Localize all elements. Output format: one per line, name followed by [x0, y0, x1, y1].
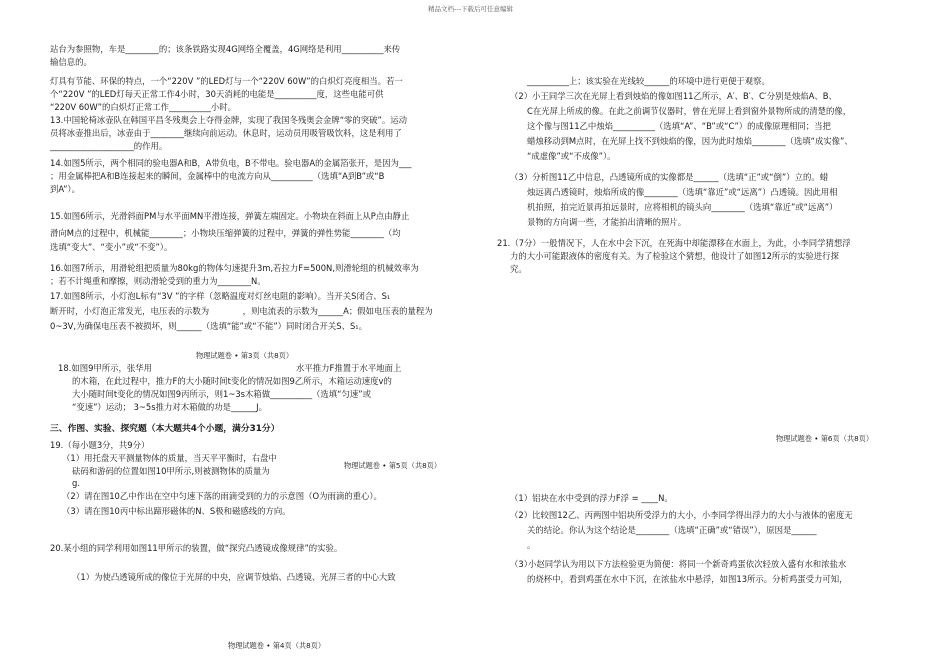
text-line: 15.如图6所示，光滑斜面PM与水平面MN平滑连接，弹簧左端固定。小物块在斜面上从P点由静止	[50, 211, 410, 221]
text-line: 滑向M点的过程中，机械能________；小物块压缩弹簧的过程中，弹簧的弹性势能________（均	[50, 228, 401, 238]
text-line: 的烧杯中，看到鸡蛋在水中下沉，在浓盐水中悬浮，如图13所示。分析鸡蛋受力可知，	[527, 574, 848, 584]
text-line: “220V 60W”的白炽灯正常工作__________小时。	[50, 102, 236, 112]
text-line: 关的结论。你认为这个结论是________（选填“正确”或“错误”），原因是______	[527, 525, 817, 535]
text-line: （2）请在图10乙中作出在空中匀速下落的雨滴受到的力的示意图（O为雨滴的重心）。	[62, 491, 382, 501]
text-line: 力的大小可能跟液体的密度有关。为了检验这个猜想，他设计了如图12所示的实验进行探	[510, 251, 839, 261]
text-line: 选填“变大”、“变小”或“不变”）。	[50, 242, 173, 252]
text-line: 小赵同学认为用以下方法检验更为简便：将同一个新奇鸡蛋依次轻放入盛有水和浓盐水	[528, 559, 847, 569]
text-line: 灯具有节能、环保的特点，一个“220V ”的LED灯与一个“220V 60W”的白炽灯亮度相当。若一	[50, 76, 403, 86]
text-line: （2）小王同学三次在光屏上看到烛焰的像如图11乙所示，A′、B′、C′分别是烛焰A、B、	[510, 91, 837, 101]
text-line: 16.如图7所示，用滑轮组把质量为80kg的物体匀速提升3m,若拉力F=500N,则滑轮组的机械效率为	[50, 263, 419, 273]
text-line: 断开时，小灯泡正常发光，电压表的示数为 ，则电流表的示数为______A；假如电压表的量程为	[50, 306, 433, 316]
q18-line-b: 水平推力F推置于水平地面上	[296, 363, 402, 373]
text-line: 的木箱，在此过程中，推力F的大小随时间t变化的情况如图9乙所示，木箱运动速度v的	[72, 376, 392, 386]
text-line: （1）用托盘天平测量物体的质量，当天平平衡时，右盘中	[62, 453, 277, 463]
section-heading: 三、作图、实验、探究题（本大题共4个小题，满分31分）	[50, 424, 280, 434]
text-line: 究。	[510, 264, 527, 274]
text-line: （1）铝块在水中受到的浮力F浮 = ____N。	[510, 493, 673, 503]
text-line: 21.（7分）一般情况下，人在水中会下沉，在死海中却能漂移在水面上，为此，小李同学猜想浮	[497, 238, 851, 248]
text-line: 到A”）。	[50, 184, 80, 194]
text-line: （1）为使凸透镜所成的像位于光屏的中央，应调节烛焰、凸透镜、光屏三者的中心大致	[72, 572, 396, 582]
text-line: 个“220V ”的LED灯每天正常工作4小时，30天消耗的电能是__________度，这些电能可供	[50, 89, 384, 99]
text-line: 14.如图5所示，两个相同的验电器A和B，A带负电，B不带电。验电器A的金属箔张开，是因为___	[50, 158, 412, 168]
text-line: 这个像与图11乙中烛焰__________（选填“A”、“B”或“C”）的成像原理相同；当把	[527, 121, 831, 131]
q18-line-a: 18.如图9甲所示，张华用	[58, 363, 153, 373]
text-line: 大小随时间t变化的情况如图9丙所示，则1~3s木箱做__________（选填“匀速”或	[72, 389, 371, 399]
text-line: 蜡烛移动到M点时，在光屏上找不到烛焰的像，因为此时烛焰________（选填“成实像”、	[527, 136, 853, 146]
page-footer: 物理试题卷 • 第3页（共8页）	[196, 351, 294, 360]
text-line: __________上；该实验在光线较______的环境中进行更便于观察。	[527, 76, 770, 86]
text-line: 13.中国轮椅冰壶队在韩国平昌冬残奥会上夺得金牌，实现了我国冬残奥会金牌“零的突破”。运动	[50, 115, 407, 125]
q21-part3-label: （3）	[510, 559, 533, 569]
text-line: ；用金属棒把A和B连接起来的瞬间，金属棒中的电流方向从__________（选填“A到B”或“B	[50, 171, 385, 181]
page-header: 精品文档---下载后可任意编辑	[428, 5, 514, 13]
text-line: （3）请在图10丙中标出蹄形磁体的N、S极和磁感线的方向。	[62, 506, 291, 516]
text-line: 景物的方向调一些，才能拍出清晰的照片。	[527, 217, 687, 227]
text-line: （2）比较图12乙、丙两图中铝块所受浮力的大小，小李同学得出浮力的大小与液体的密度无	[510, 510, 853, 520]
page-footer: 物理试题卷 • 第5页（共8页）	[344, 461, 442, 470]
text-line: （3）分析图11乙中信息，凸透镜所成的实像都是______（选填“正”或“倒”）立的。蜡	[510, 172, 829, 182]
text-line: ____________________的作用。	[50, 141, 168, 151]
page-footer: 物理试题卷 • 第6页（共8页）	[776, 434, 874, 443]
text-line: g.	[72, 478, 80, 488]
page-footer: 物理试题卷 • 第4页（共8页）	[228, 641, 326, 650]
text-line: C在光屏上所成的像。在此之前调节仪器时，曾在光屏上看到窗外景物所成的清楚的像，	[527, 106, 852, 116]
text-line: “成虚像”或“不成像”）。	[527, 151, 616, 161]
text-line: 站台为参照物，车是________的；该条铁路实现4G网络全覆盖，4G网络是利用__________来传	[50, 44, 401, 54]
text-line: “变速”）运动； 3~5s推力对木箱做的功是______J。	[72, 402, 267, 412]
text-line: 烛远离凸透镜时，烛焰所成的像________（选填“靠近”或“远离”）凸透镜。因此用相	[527, 187, 838, 197]
text-line: ；若不计绳重和摩擦，则动滑轮受到的重力为________N。	[50, 276, 266, 286]
text-line: 员将冰壶推出后，冰壶由于________继续向前运动。休息时，运动员用吸管吸饮料，这是利用了	[50, 128, 402, 138]
text-line: 0~3V,为确保电压表不被损坏，则______（选填“能”或“不能”）同时闭合开关S、S₁。	[50, 321, 368, 331]
text-line: 17.如图8所示，小灯泡L标有“3V ”的字样（忽略温度对灯丝电阻的影响）。当开关S闭合、S₁	[50, 291, 391, 301]
text-line: 。	[527, 540, 536, 550]
text-line: 砝码和游码的位置如图10甲所示,则被测物体的质量为	[72, 466, 270, 476]
q20-title: 20.某小组的同学利用如图11甲所示的装置，做“探究凸透镜成像规律”的实验。	[50, 543, 343, 553]
q19-title: 19.（每小题3分，共9分）	[50, 440, 150, 450]
text-line: 机拍照，拍完近景再拍远景时，应将相机的镜头向________（选填“靠近”或“远离”）	[527, 202, 838, 212]
text-line: 输信息的。	[50, 57, 92, 67]
